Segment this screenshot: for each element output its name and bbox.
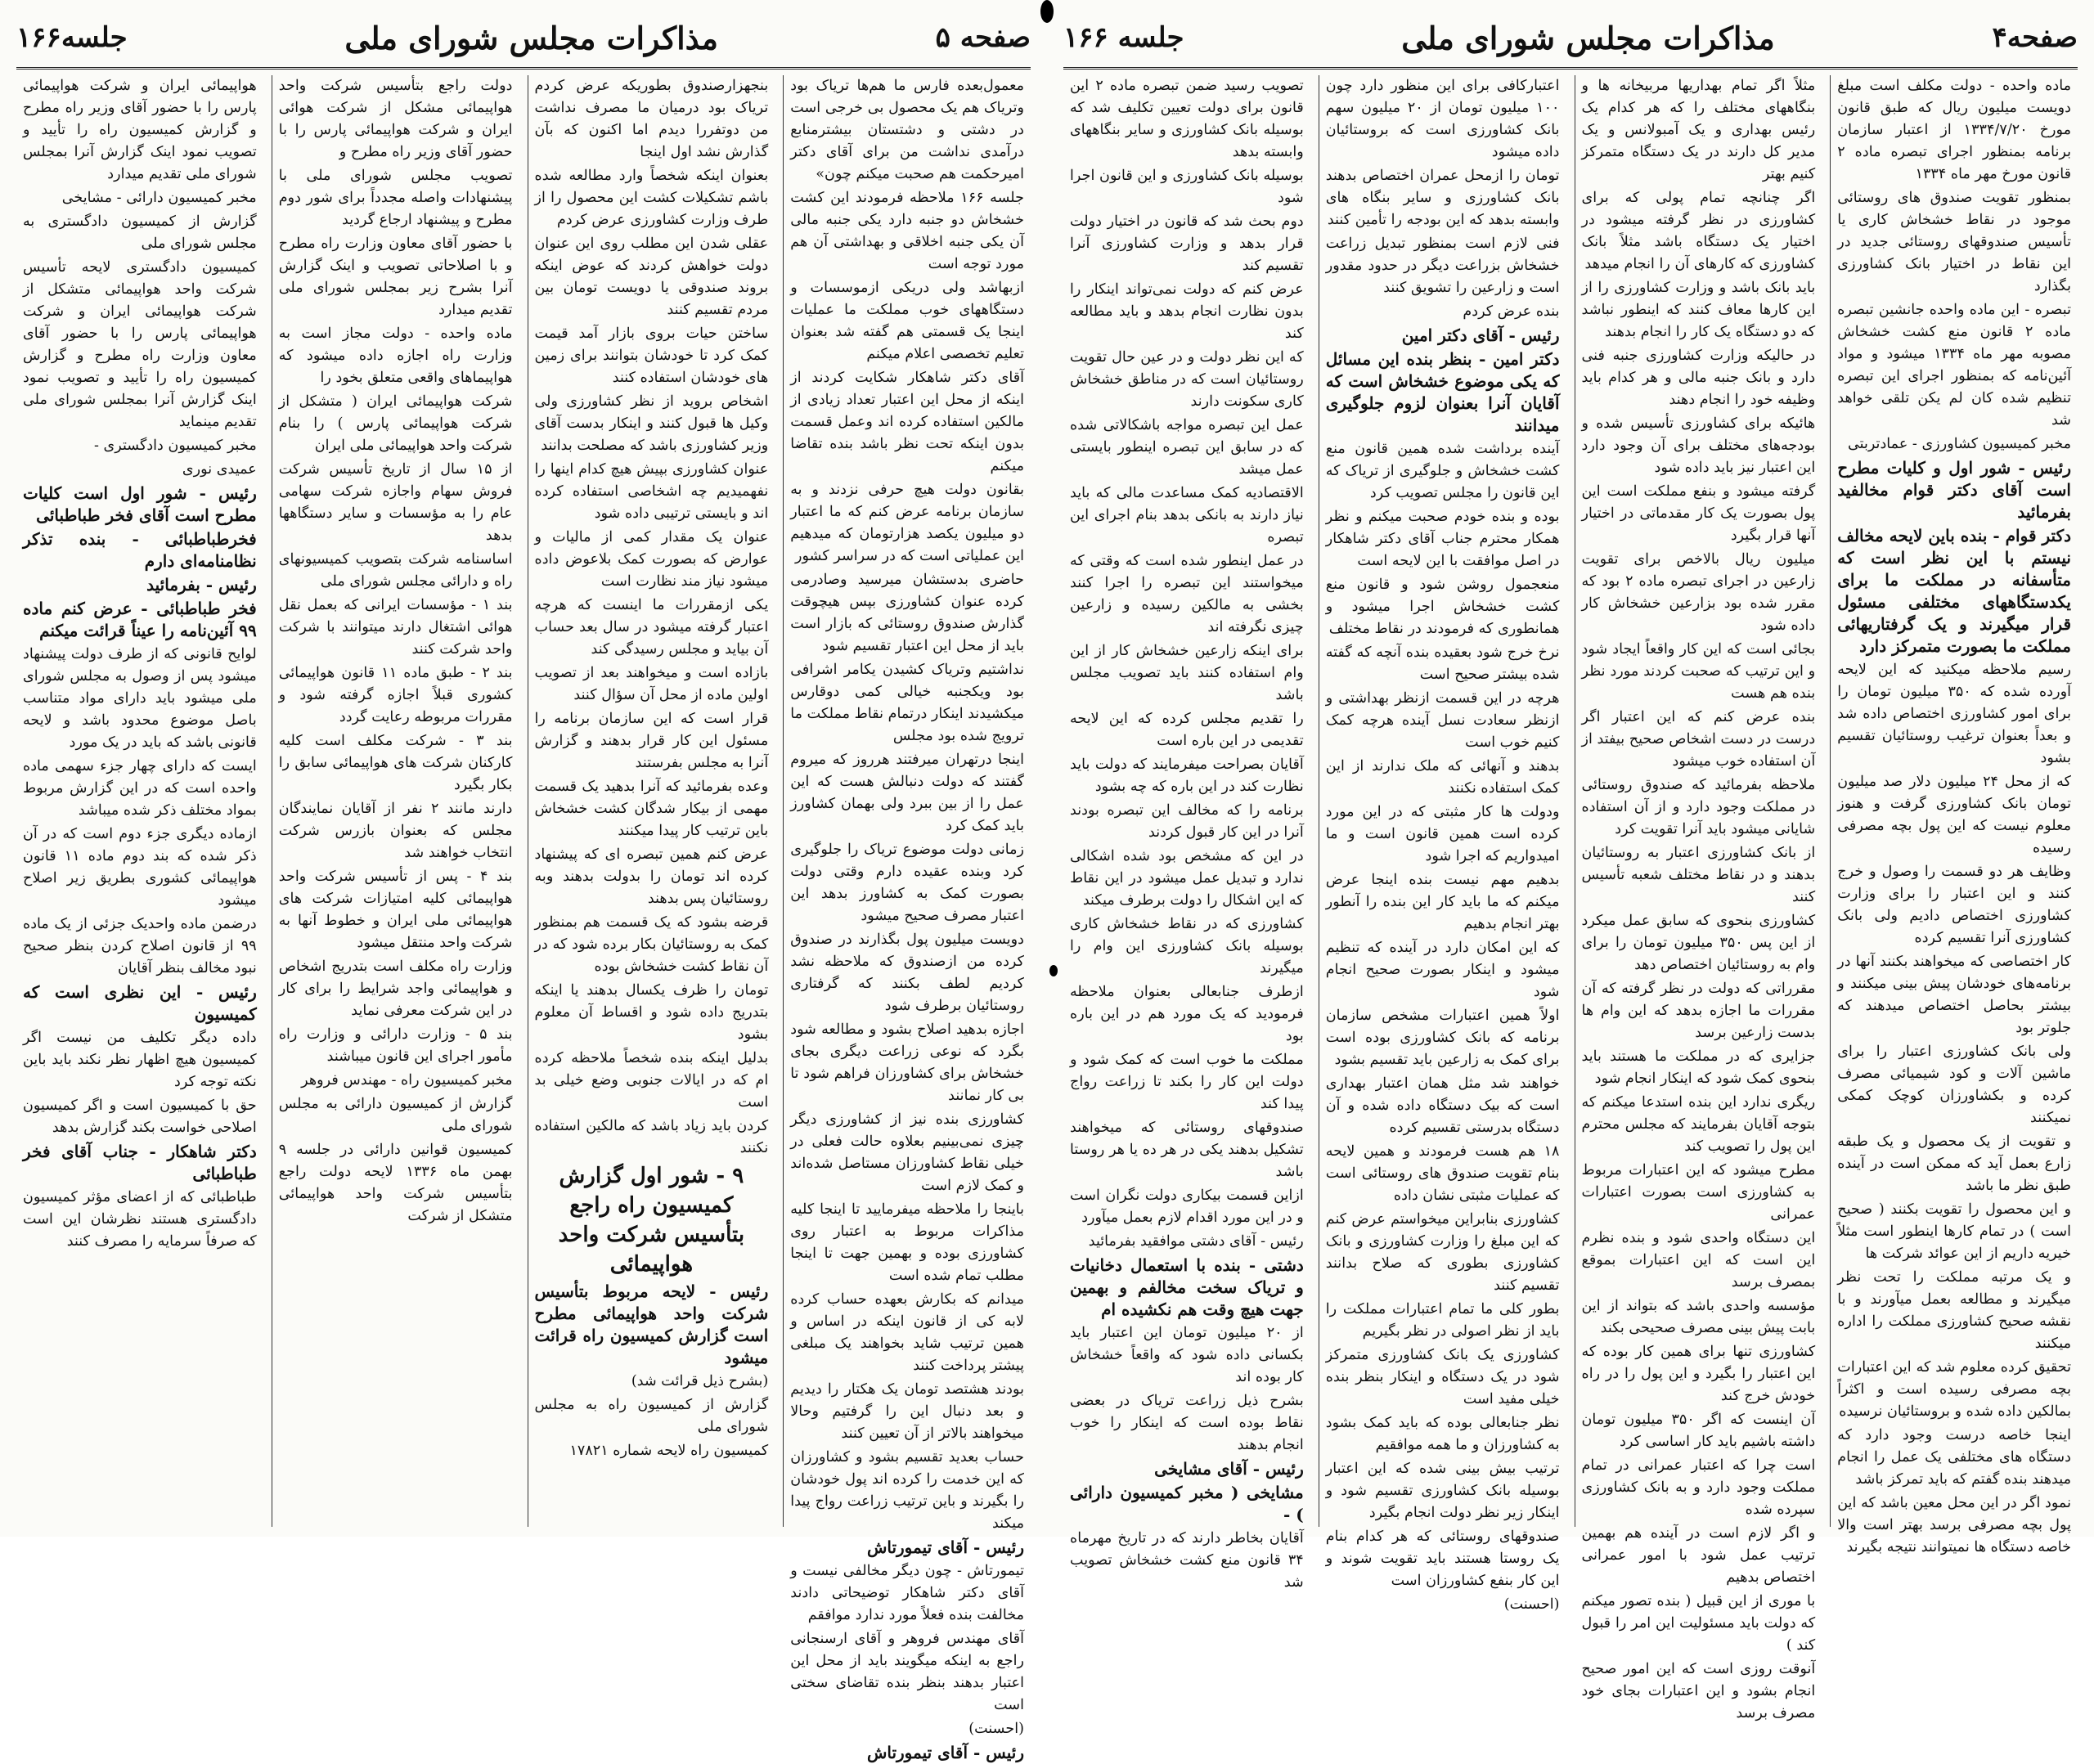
paragraph: درضمن ماده واحدیک جزئی از یک ماده ۹۹ از قانون اصلاح کردن بنظر صحیح نبود مخالف بنظر آقایان [23,916,257,976]
ink-blot [1040,0,1054,23]
paragraph: آنوقت روزی است که این امور صحیح انجام بشود و این اعتبارات بجای خود مصرف برسد [1581,1661,1816,1721]
paragraph: مطرح میشود که این اعتبارات مربوط به کشاورزی است بصورت اعتبارات عمرانی [1581,1162,1816,1223]
paragraph: بجائی است که این کار واقعاً ایجاد شود و این ترتیب که صحبت کردند مورد نظر بنده هم هست [1581,641,1816,702]
paragraph: ازبهاشد ولی دریکی ازموسسات و دستگاههای خوب مملکت ما عملیات اینجا یک قسمتی هم گفته شد بعنوان تعلیم تخصصی اعلام میکنم [790,280,1024,362]
paragraph: مخبر کمیسیون دارائی - مشایخی [61,190,257,206]
paragraph: ولی بانک کشاورزی اعتبار را برای ماشین آلات و کود شیمیائی مصرف کرده و بکشاورزان کوچک کمکی نمیکنند [1837,1044,2071,1126]
paragraph: هائیکه برای کشاورزی تأسیس شده و بودجه‌های مختلف برای آن وجود دارد این اعتبار نیز باید داده شود [1581,415,1816,476]
paragraph: با موری از این قبیل ( بنده تصور میکنم که دولت باید مسئولیت این امر را قبول کند ) [1581,1593,1816,1654]
paragraph: بازاده است و میخواهند بعد از تصویب اولین ماده از محل آن سؤال کنند [534,665,769,703]
speaker-line: فخر طباطبائی - عرض کنم ماده ۹۹ آئین‌نامه را عیناً قرائت میکنم [23,599,257,640]
paragraph: گزارش از کمیسیون دادگستری به مجلس شورای ملی [23,213,257,252]
paragraph: ماده واحده - دولت مجاز است به وزارت راه اجازه داده میشود که هواپیماهای واقعی متعلق بخود را [278,325,513,386]
speaker-line: دکتر قوام - بنده باین لایحه مخالف نیستم با این نظر است که متأسفانه در مملکت ما برای یکدستگاههای مختلفی مسئول قرار میگیرند و یک گرفتاریهائی مملکت ما بصورت متمرکز دارد [1837,526,2071,656]
paragraph: عقلی شدن این مطلب روی این عنوان دولت خواهش کردند که عوض اینکه بروند صندوقی یا دویست تومان بین مردم تقسیم کنند [534,236,769,318]
paragraph: ۱۸ هم هست فرمودند و همین لایحه بنام تقویت صندوق های روستائی است که عملیات مثبتی نشان داده [1325,1143,1560,1204]
speaker-line: مشایخی ( مخبر کمیسیون دارائی ) - [1070,1483,1304,1524]
right-page-header [1063,8,2078,70]
speaker-line: رئیس - آقای تیمورتاش [866,1743,1024,1762]
paragraph: زمانی دولت موضوع تریاک را جلوگیری کرد وبنده عقیده دارم وقتی دولت بصورت کمک به کشاورز بدهد این اعتبار مصرف صحیح میشود [790,842,1024,924]
paragraph: کشاورزی بنحوی که سابق عمل میکرد از این پس ۳۵۰ میلیون تومان را برای وام به روستائیان اختصاص دهد [1581,913,1816,973]
paragraph: آقای دکتر شاهکار شکایت کردند از اینکه از محل این اعتبار تعداد زیادی از مالکین استفاده کرده اند وعمل قسمت بدون اینکه تحت نظر باشد بنده تقاضا میکنم [790,370,1024,474]
paragraph: با حضور آقای معاون وزارت راه مطرح و با اصلاحاتی تصویب و اینک گزارش آنرا بشرح زیر بمجلس شورای ملی تقدیم میدارد [278,236,513,318]
paragraph: و تقویت از یک محصول و یک طبقه زارع بعمل آید که ممکن است در آینده طبق نظر ما باشد [1837,1133,2071,1194]
paragraph: (احسنت) [1503,1596,1560,1613]
right-page-column-1 [1830,75,2078,1555]
paragraph: جلسه ۱۶۶ ملاحظه فرمودند این کشت خشخاش دو جنبه دارد یکی جنبه مالی آن یکی جنبه اخلاقی و بهداشتی آن هم مورد توجه است [790,190,1025,272]
paragraph: رئیس - آقای دشتی موافقید بفرمائید [1088,1233,1304,1250]
left-page-columns [16,75,1031,1762]
paragraph: هرچه در این قسمت ازنظر بهداشتی و ازنظر سعادت نسل آینده هرچه کمک کنیم خوب است [1325,690,1560,751]
paragraph: ایست که دارای چهار جزء سهمی ماده واحده است که در این گزارش مربوط بمواد مختلف ذکر شده میباشد [23,758,257,819]
paragraph: برنامه را که مخالف این تبصره بودند آنرا در این کار قبول کردند [1070,802,1304,841]
paragraph: یکی ازمقررات ما اینست که هرچه اعتبار گرفته میشود در سال بعد حساب آن بیاید و مجلس رسیدگی کند [534,597,769,658]
paragraph: بدهیم مهم نیست بنده اینجا عرض میکنم که ما باید کار این بنده را آنطور بهتر انجام بدهیم [1325,872,1560,932]
left-page-header [16,8,1031,70]
paragraph: دولت راجع بتأسیس شرکت واحد هواپیمائی مشکل از شرکت هوائی ایران و شرکت هواپیمائی پارس را با حضور آقای وزیر راه مطرح و [278,78,513,160]
paragraph: صندوقهای روستائی که میخواهند تشکیل بدهند یکی در هر ده یا هر روستا باشد [1070,1120,1304,1180]
paragraph: و اگر لازم است در آینده هم بهمین ترتیب عمل شود با امور عمرانی اختصاص بدهیم [1581,1525,1816,1586]
paragraph: اشخاص بروید از نظر کشاورزی ولی وکیل ها قبول کنند و اینکار بدست آقای وزیر کشاورزی باشد که مصلحت بدانند [534,393,769,454]
right-page [1047,0,2094,1721]
paragraph: کشاورزی تنها برای همین کار بوده که این اعتبار را بگیرد و این پول را در راه خودش خرج کند [1581,1344,1816,1404]
paragraph: تحقیق کرده معلوم شد که این اعتبارات بچه مصرفی رسیده است و اکثراً بمالکین داده شده و بروستائیان نرسیده [1837,1359,2071,1420]
paragraph: عمل این تبصره مواجه باشکالاتی شده که در سابق این تبصره اینطور بایستی عمل میشد [1070,417,1304,478]
paragraph: ماده واحده - دولت مکلف است مبلغ دویست میلیون ریال که طبق قانون مورخ ۱۳۳۴/۷/۲۰ از اعتبار سازمان برنامه بمنظور اجرای تبصره ماده ۲ قانون مورخ مهر ماه ۱۳۳۴ [1837,78,2071,182]
paragraph: تصویب رسید ضمن تبصره ماده ۲ این قانون برای دولت تعیین تکلیف شد که بوسیله بانک کشاورزی و سایر بنگاههای وابسته بدهد [1070,78,1304,160]
speaker-line: رئیس - آقای دکتر امین [1401,325,1560,345]
paragraph: وعده بفرمائید که آنرا بدهید یک قسمت مهمی از بیکار شدگان کشت خشخاش باین ترتیب کار پیدا میکنند [534,779,769,839]
paragraph: آقایان بصراحت میفرمایند که دولت باید نظارت کند در این باره که چه بشود [1070,756,1304,795]
paragraph: بمنظور تقویت صندوق های روستائی موجود در نقاط خشخاش کاری یا تأسیس صندوقهای روستائی جدید در این نقاط در اختیار بانک کشاورزی بگذارد [1837,190,2071,294]
paragraph: شرکت هواپیمائی ایران ( متشکل از شرکت هواپیمائی پارس ) را بنام شرکت واحد هواپیمائی ملی ایران [278,393,513,454]
paragraph: کشاورزی که در نقاط خشخاش کاری بوسیله بانک کشاورزی این وام را میگیرند [1070,916,1304,976]
paragraph: منعجمول روشن شود و قانون منع کشت خشخاش اجرا میشود و همانطوری که فرمودند در نقاط مختلف [1325,577,1560,637]
paragraph: اساسنامه شرکت بتصویب کمیسیونهای راه و دارائی مجلس شورای ملی [278,551,513,590]
ink-blot [1049,965,1058,976]
paragraph: نداشتیم وتریاک کشیدن یکامر اشرافی بود ویکجنبه خیالی کمی دوقارس میکشیدند اینکار درتمام نقاط مملکت ما ترویج شده بود مجلس [790,662,1024,744]
paragraph: ملاحظه بفرمائید که صندوق روستائی در مملکت وجود دارد و از آن استفاده شایانی میشود باید آنرا تقویت کرد [1581,777,1816,837]
paragraph: وزارت راه مکلف است بتدریج اشخاص و هواپیمائی واجد شرایط را برای کار در این شرکت معرفی نماید [278,958,513,1019]
paragraph: کشاورزی یک بانک کشاورزی متمرکز شود در یک دستگاه و اینکار بنظر بنده خیلی مفید است [1325,1347,1560,1407]
paragraph: ریگری ندارد این بنده استدعا میکنم که بتوجه آقایان بفرمایند که مجلس محترم این پول را تصویب کند [1581,1094,1816,1155]
paragraph: ترتیب بیش بینی شده که این اعتبار بوسیله بانک کشاورزی تقسیم شود و اینکار زیر نظر دولت انجام بگیرد [1325,1461,1560,1521]
speaker-line: رئیس - این نظری است که کمیسیون [23,982,257,1024]
left-page-column-2 [528,75,775,1527]
right-page-columns [1063,75,2078,1721]
paragraph: کمیسیون قوانین دارائی در جلسه ۹ بهمن ماه ۱۳۳۶ لایحه دولت راجع بتأسیس شرکت واحد هواپیمائی متشکل از شرکت [278,1142,513,1224]
paragraph: مقرراتی که دولت در نظر گرفته که آن مقررات ما اجازه بدهد که این وام ها بدست زارعین برسد [1581,981,1816,1041]
speaker-line: رئیس - آقای تیمورتاش [866,1537,1024,1557]
paragraph: اگر چنانچه تمام پولی که برای کشاورزی در نظر گرفته میشود در اختیار یک دستگاه باشد مثلاً بانک کشاورزی که کارهای آن را انجام میدهد [1581,190,1816,272]
paragraph: باید بانک باشد و وزارت کشاورزی را از این کارها معاف کنند که اینطور نباشد که دو دستگاه یک کار را انجام بدهند [1581,280,1816,340]
paragraph: اعتبارکافی برای این منظور دارد چون ۱۰۰ میلیون تومان از ۲۰ میلیون سهم بانک کشاورزی است که بروستائیان داده میشود [1325,78,1560,160]
paragraph: بند ۱ - مؤسسات ایرانی که بعمل نقل هوائی اشتغال دارند میتوانند با شرکت واحد شرکت کنند [278,597,513,658]
paragraph: حساب بعدید تقسیم بشود و کشاورزان که این خدمت را کرده اند پول خودشان را بگیرند و باین ترتیب زراعت رواج پیدا میکند [790,1449,1024,1532]
paragraph: فنی لازم است بمنظور تبدیل زراعت خشخاش بزراعت دیگر در حدود مقدور است و زارعین را تشویق کنند [1325,236,1560,296]
paragraph: بند ۲ - طبق ماده ۱۱ قانون هواپیمائی کشوری قبلاً اجازه گرفته شود و مقررات مربوطه رعایت گردد [278,665,513,725]
paragraph: آینده برداشت شده همین قانون منع کشت خشخاش و جلوگیری از تریاک که این قانون را مجلس تصویب کرد [1325,441,1560,501]
paragraph: بدهند و آنهائی که ملک ندارند از این کمک استفاده نکنند [1325,758,1560,797]
paragraph: نمود اگر در این محل معین باشد که این پول بچه مصرفی برسد بهتر است والا خاصه دستگاه ها نمیتوانند نتیجه بگیرند [1837,1495,2071,1555]
paragraph: تومان را ازمحل عمران اختصاص بدهند بانک کشاورزی و سایر بنگاه های وابسته بدهد که این بودجه را تأمین کنند [1325,168,1560,228]
paragraph: در این که مشخص بود شده اشکالی ندارد و تبدیل عمل میشود در این نقاط که این اشکال را دولت برطرف میکند [1070,848,1304,909]
paragraph: الاقتصادیه کمک مساعدت مالی که باید نیاز دارند به بانکی بدهد بنام اجرای این تبصره [1070,485,1304,545]
paragraph: هواپیمائی ایران و شرکت هواپیمائی پارس را با حضور آقای وزیر راه مطرح و گزارش کمیسیون راه را تأیید و تصویب نمود اینک گزارش آنرا بمجلس شورای ملی تقدیم میدارد [23,78,257,182]
paragraph: بشرح ذیل زراعت تریاک در بعضی نقاط بوده است که اینکار را خوب انجام بدهند [1070,1393,1304,1453]
paragraph: آقای مهندس فروهر و آقای ارسنجانی راجع به اینکه میگویند باید از محل این اعتبار بدهند بنظر بنده تقاضای سختی است [790,1631,1024,1713]
left-page-column-3 [272,75,519,1527]
paragraph: اولاً همین اعتبارات مشخص سازمان برنامه که بانک کشاورزی بوده است برای کمک به زارعین باید تقسیم بشود [1325,1008,1560,1068]
paragraph: تیمورتاش - چون دیگر مخالفی نیست و آقای دکتر شاهکار توضیحاتی دادند مخالفت بنده فعلاً مورد ندارد موافقم [790,1563,1024,1623]
right-page-column-3 [1319,75,1566,1613]
paragraph: بند ۵ - وزارت دارائی و وزارت راه مأمور اجرای این قانون میباشند [278,1026,513,1065]
paragraph: تصویب مجلس شورای ملی با پیشنهادات واصله مجدداً برای شور دوم مطرح و پیشنهاد ارجاع گردید [278,168,513,228]
paragraph: که این امکان دارد در آینده که تنظیم میشود و اینکار بصورت صحیح انجام شود [1325,940,1560,1000]
paragraph: دویست میلیون پول بگذارند در صندوق کرده من ازصندوق که ملاحظه نشد کردیم لطف بکنند که گرفتاری روستائیان برطرف شود [790,931,1024,1014]
paragraph: که این نظر دولت و در عین حال تقویت روستائیان است که در مناطق خشخاش کاری سکونت دارند [1070,349,1304,410]
paragraph: کشاورزی بنده نیز از کشاورزی دیگر چیزی نمی‌بینیم بعلاوه حالت فعلی در خیلی نقاط کشاورزان مستاصل شده‌اند و کمک لازم است [790,1111,1024,1194]
speaker-line: رئیس - شور اول است کلیات مطرح است آقای فخر طباطبائی [23,483,257,525]
paragraph: میلیون ریال بالاخص برای تقویت زارعین در اجرای تبصره ماده ۲ بود که مقرر شده بود بزارعین خشخاش کار داده شود [1581,551,1816,634]
right-page-title: مذاکرات مجلس شورای ملی [1401,19,1775,56]
paragraph: از ۲۰ میلیون تومان این اعتبار باید بکسانی داده شود که واقعاً خشخاش کار بوده اند [1070,1325,1304,1385]
paragraph: است چرا که اعتبار عمرانی در تمام مملکت وجود دارد و به بانک کشاورزی سپرده شده [1581,1457,1816,1518]
paragraph: آن اینست که اگر ۳۵۰ میلیون تومان داشته باشیم باید کار اساسی کرد [1581,1412,1816,1450]
paragraph: عنوان کشاورزی بپیش هیچ کدام اینها را نفهمیدیم چه اشخاصی استفاده کرده اند و بایستی ترتیبی داده شود [534,461,769,522]
paragraph: بنجهزارصندوق بطوریکه عرض کردم تریاک بود درمیان ما مصرف نداشت من دوتفررا دیدم اما اکنون که بآن گذارش نشد اول اینجا [534,78,769,160]
paragraph: بطور کلی ما تمام اعتبارات مملکت را باید از نظر اصولی در نظر بگیریم [1325,1301,1560,1340]
paragraph: نرخ خرج شود بعقیده بنده آنچه که گفته شده بیشتر صحیح است [1325,644,1560,683]
paragraph: مخبر کمیسیون دادگستری - [93,438,257,454]
paragraph: عنوان یک مقدار کمی از مالیات و عوارض که بصورت کمک بلاعوض داده میشود نیاز مند نظارت است [534,529,769,590]
paragraph: بقانون دولت هیچ حرفی نزدند و به سازمان برنامه عرض کنم که ما اعتبار دو میلیون یکصد هزارتومان که میدهیم این عملیاتی است که در سراسر کشور [790,482,1024,564]
speaker-line: دشتی - بنده با استعمال دخانیات و تریاک سخت مخالفم و بهمین جهت هیچ وقت هم نکشیده ام [1070,1255,1304,1319]
left-page-title: مذاکرات مجلس شورای ملی [344,19,718,56]
paragraph: مثلاً اگر تمام بهداریها مربیخانه ها و بنگاههای مختلف را که هر کدام یک رئیس بهداری و یک آمبولانس و یک مدیر کل دارند در یک دستگاه متمرکز کنیم بهتر [1581,78,1816,182]
paragraph: دوم بحث شد که قانون در اختیار دولت قرار بدهد و وزارت کشاورزی آنرا تقسیم کند [1070,213,1304,274]
paragraph: را تقدیم مجلس کرده که این لایحه تقدیمی در این باره است [1070,711,1304,749]
speaker-line: دکتر امین - بنظر بنده این مسائل که یکی موضوع خشخاش است که آقایان آنرا بعنوان لزوم جلوگیری میدانند [1325,349,1560,435]
paragraph: (احسنت) [968,1721,1024,1737]
paragraph: ازطرف جنابعالی بعنوان ملاحظه فرمودید که یک مورد هم در این باره بود [1070,984,1304,1044]
speaker-line: رئیس - شور اول و کلیات مطرح است آقای دکتر قوام مخالفید بفرمائید [1837,458,2071,522]
paragraph: صندوقهای روستائی که هر کدام بنام یک روستا هستند باید تقویت شوند و این کار بنفع کشاورزان است [1325,1528,1560,1589]
paragraph: بوده و بنده خودم صحبت میکنم و نظر همکار محترم جناب آقای دکتر شاهکار در اصل موافقت با این لایحه است [1325,509,1560,569]
paragraph: معمول‌بعده فارس ما هم‌ها تریاک بود وتریاک هم یک محصول بی خرجی است در دشتی و دشتستان بیشترمنابع درآمدی نداشت من برای آقای دکتر امیرحکمت هم صحبت میکنم چون» [790,78,1024,182]
paragraph: در حالیکه وزارت کشاورزی جنبه فنی دارد و بانک جنبه مالی و هر کدام باید وظیفه خود را انجام دهند [1581,348,1816,408]
paragraph: عمیدی نوری [182,461,257,478]
paragraph: کمیسیون راه لایحه شماره ۱۷۸۲۱ [569,1443,769,1459]
paragraph: ازاین قسمت بیکاری دولت نگران است و در این مورد اقدام لازم بعمل میآورد [1070,1187,1304,1226]
paragraph: بنده عرض کردم [1463,303,1560,320]
speaker-line: رئیس - آقای مشایخی [1154,1459,1304,1479]
paragraph: لوایح قانونی که از طرف دولت پیشنهاد میشود پس از وصول به مجلس شورای ملی میشود باید دارای مواد متناسب باصل موضوع محدود باشد و لایحه قانونی باشد که باید در یک مورد [23,646,257,751]
paragraph: قرضه بشود که یک قسمت هم بمنظور کمک به روستائیان بکار برده شود که در آن نقاط کشت خشخاش بوده [534,914,769,975]
speaker-line: فخرطباطبائی - بنده تذکر نظامنامه‌ای دارم [23,529,257,571]
paragraph: برای اینکه زارعین خشخاش کار از این وام استفاده کنند باید تصویب مجلس باشد [1070,643,1304,703]
paragraph: قرار است که این سازمان برنامه را مسئول این کار قرار بدهند و گزارش آنرا به مجلس بفرستند [534,711,769,771]
paragraph: بنده عرض کنم که این اعتبار اگر درست در دست اشخاص صحیح بیفتد از آن استفاده خوب میشود [1581,709,1816,770]
left-page-column-1 [783,75,1031,1762]
paragraph: که از محل ۲۴ میلیون دلار صد میلیون تومان بانک کشاورزی گرفت و هنوز معلوم نیست که این پول بچه مصرفی رسیده [1837,774,2071,856]
paragraph: اینجا درتهران میرفتند هرروز که میروم گفتند که دولت دنبالش هست که این عمل را از بین ببرد ولی بهمان کشاورز باید کمک کرد [790,752,1024,834]
paragraph: طباطبائی که از اعضای مؤثر کمیسیون دادگستری هستند نظرشان این است که صرفاً سرمایه را مصرف کنند [23,1189,257,1250]
paragraph: اینجا خاصه درست وجود دارد که دستگاه های مختلفی یک عمل را انجام میدهند بنده گفتم که باید تمرکز باشد [1837,1427,2071,1488]
paragraph: حق با کمیسیون است و اگر کمیسیون اصلاحی خواست بکند گزارش بدهد [23,1097,257,1136]
paragraph: (بشرح ذیل قرائت شد) [631,1373,769,1389]
right-page-column-4 [1063,75,1310,1591]
paragraph: بوسیله بانک کشاورزی و این قانون اجرا شود [1070,168,1304,206]
paragraph: میدانم که بکارش بعهده حساب کرده لابه کی از قانون اینکه در اساس و همین ترتیب شاید بخواهند یک مبلغی پیشتر پرداخت کنند [790,1291,1024,1374]
paragraph: و یک مرتبه مملکت را تحت نظر میگیرند و مطالعه بعمل میآورند و با نقشه صحیح کشاورزی مملکت را اداره میکنند [1837,1269,2071,1352]
left-page-session: جلسه۱۶۶ [16,21,128,54]
right-page-number: صفحه۴ [1992,21,2078,54]
paragraph: بند ۳ - شرکت مکلف است کلیه کارکنان شرکت های هواپیمائی سابق را بکار بگیرد [278,733,513,793]
paragraph: از ۱۵ سال از تاریخ تأسیس شرکت فروش سهام واجازه شرکت سهامی عام را به مؤسسات و سایر دستگاهها بدهد [278,461,513,544]
paragraph: مخبر کمیسیون کشاورزی - عمادتربتی [1847,436,2071,452]
paragraph: کمیسیون دادگستری لایحه تأسیس شرکت واحد هواپیمائی متشکل از شرکت هواپیمائی ایران و شرکت هواپیمائی پارس را با حضور آقای معاون وزارت راه مطرح و گزارش کمیسیون راه را تأیید و تصویب نمود اینک گزارش آنرا بمجلس شورای ملی تقدیم مینماید [23,259,257,430]
paragraph: دارند مانند ۲ نفر از آقایان نمایندگان مجلس که بعنوان بازرس شرکت انتخاب خواهند شد [278,801,513,861]
paragraph: عرض کنم که دولت نمی‌تواند اینکار را بدون نظارت انجام بدهد و باید مطالعه کند [1070,281,1304,342]
paragraph: رسیم ملاحظه میکنید که این لایحه آورده شده که ۳۵۰ میلیون تومان را برای امور کشاورزی اختصاص داده شد و بعداً بعنوان ترغیب روستائیان تقسیم بشود [1837,662,2071,766]
paragraph: خواهند شد مثل همان اعتبار بهداری است که بیک دستگاه داده شده و آن دستگاه بدرستی تقسیم کرده [1325,1075,1560,1136]
right-page-column-2 [1575,75,1822,1721]
paragraph: جزایری که در مملکت ما هستند باید بنحوی کمک شود که اینکار انجام شود [1581,1048,1816,1087]
speaker-line: رئیس - بفرمائید [146,575,257,595]
paragraph: گزارش از کمیسیون راه به مجلس شورای ملی [534,1397,769,1435]
right-page-session: جلسه ۱۶۶ [1063,21,1184,54]
paragraph: ودولت ها کار مثبتی که در این مورد کرده است همین قانون است و ما امیدواریم که اجرا شود [1325,804,1560,864]
paragraph: این دستگاه واحدی شود و بنده نظرم این است که این اعتبارات بموقع بمصرف برسد [1581,1230,1816,1290]
paragraph: عرض کنم همین تبصره ای که پیشنهاد کرده اند تومان را بدولت بدهند وبه روستائیان پس بدهند [534,846,769,907]
left-page-column-4 [16,75,263,1527]
paragraph: بند ۴ - پس از تأسیس شرکت واحد هواپیمائی کلیه امتیازات شرکت های هواپیمائی ملی ایران و خطوط آنها به شرکت واحد منتقل میشود [278,869,513,951]
paragraph: داده دیگر تکلیف من نیست اگر کمیسیون هیچ اظهار نظر نکند باید باین نکته توجه کرد [23,1030,257,1090]
paragraph: از بانک کشاورزی اعتبار به روستائیان بدهند و در نقاط مختلف شعبه تأسیس کنند [1581,845,1816,905]
paragraph: تبصره - این ماده واحده جانشین تبصره ماده ۲ قانون منع کشت خشخاش مصوبه مهر ماه ۱۳۳۴ میشود و مواد آئین‌نامه که بمنظور اجرای این تبصره تنظیم شده کان لم یکن تلقی خواهد شد [1837,302,2071,429]
paragraph: گرفته میشود و بنفع مملکت است این پول بصورت یک کار مقدماتی در اختیار آنها قرار بگیرد [1581,483,1816,544]
paragraph: اجازه بدهید اصلاح بشود و مطالعه شود بگرد که نوعی زراعت دیگری بجای خشخاش برای کشاورزان فراهم شود تا بی کار نمانند [790,1021,1024,1104]
paragraph: حاضری بدستشان میرسید وصادرمی کرده عنوان کشاورزی بپس هیچوقت گذارش صندوق روستائی که بازار است باید از محل این اعتبار تقسیم شود [790,572,1024,654]
paragraph: در عمل اینطور شده است که وقتی که میخواستند این تبصره را اجرا کنند بخشی به مالکین رسیده و زارعین چیزی نگرفته اند [1070,553,1304,635]
paragraph: آقایان بخاطر دارند که در تاریخ مهرماه ۳۴ قانون منع کشت خشخاش تصویب شد [1070,1530,1304,1591]
paragraph: کردن باید زیاد باشد که مالکین استفاده نکنند [534,1118,769,1156]
paragraph: بدلیل اینکه بنده شخصاً ملاحظه کرده ام که در ایالات جنوبی وضع خیلی بد است [534,1050,769,1111]
speaker-line: دکتر شاهکار - جناب آقای فخر طباطبائی [23,1142,257,1183]
speaker-line: رئیس - لایحه مربوط بتأسیس شرکت واحد هواپیمائی مطرح است گزارش کمیسیون راه قرائت میشود [534,1281,769,1367]
paragraph: کار اختصاصی که میخواهند بکنند آنها در برنامه‌های خودشان پیش بینی میکنند و بیشتر بحاصل اختصاص میدهند که جلوتر بود [1837,954,2071,1036]
paragraph: مملکت ما خوب است که کمک شود و دولت این کار را بکند تا زراعت رواج پیدا کند [1070,1052,1304,1112]
left-page-number: صفحه ۵ [935,21,1031,54]
paragraph: گزارش از کمیسیون دارائی به مجلس شورای ملی [278,1096,513,1134]
paragraph: مخبر کمیسیون راه - مهندس فروهر [301,1072,513,1088]
paragraph: بعنوان اینکه شخصاً وارد مطالعه شده باشم تشکیلات کشت این محصول را از طرف وزارت کشاورزی عرض کردم [534,168,769,228]
paragraph: وظایف هر دو قسمت را وصول و خرج کنند و این اعتبار را برای وزارت کشاورزی اختصاص دادیم ولی بانک کشاورزی آنرا تقسیم کرده [1837,864,2071,946]
paragraph: ساختن حیات بروی بازار آمد قیمت کمک کرد تا خودشان بتوانند برای زمین های خودشان استفاده کنند [534,325,769,386]
paragraph: مؤسسه واحدی باشد که بتواند از این بابت پیش بینی مصرف صحیحی بکند [1581,1298,1816,1336]
paragraph: تومان را ظرف یکسال بدهند یا اینکه بتدریج داده شود و اقساط آن معلوم بشود [534,982,769,1043]
paragraph: کشاورزی بنابراین میخواستم عرض کنم که این مبلغ را وزارت کشاورزی و بانک کشاورزی بطوری که صلاح بدانند تقسیم کنند [1325,1211,1560,1294]
paragraph: بودند هشتصد تومان یک هکتار را دیدیم و بعد دنبال این را گرفتیم وحالا میخواهند بالاتر از آن تعیین کنند [790,1381,1024,1442]
paragraph: نظر جنابعالی بوده که باید کمک بشود به کشاورزان و ما همه موافقیم [1325,1415,1560,1453]
paragraph: باینجا را ملاحظه میفرمایید تا اینجا کلیه مذاکرات مربوط به اعتبار روی کشاورزی بوده و بهمین جهت تا اینجا مطلب تمام شده است [790,1201,1024,1284]
paragraph: و این محصول را تقویت بکنند ( صحیح است ) در تمام کارها اینطور است مثلاً خیریه داریم از این عوائد شرکت ها [1837,1201,2071,1262]
paragraph: ازماده دیگری جزء دوم است که در آن ذکر شده که بند دوم ماده ۱۱ قانون هواپیمائی کشوری بطریق زیر اصلاح میشود [23,826,257,909]
section-heading: ۹ - شور اول گزارش کمیسیون راه راجع بتأسیس شرکت واحد هواپیمائی [558,1164,745,1277]
